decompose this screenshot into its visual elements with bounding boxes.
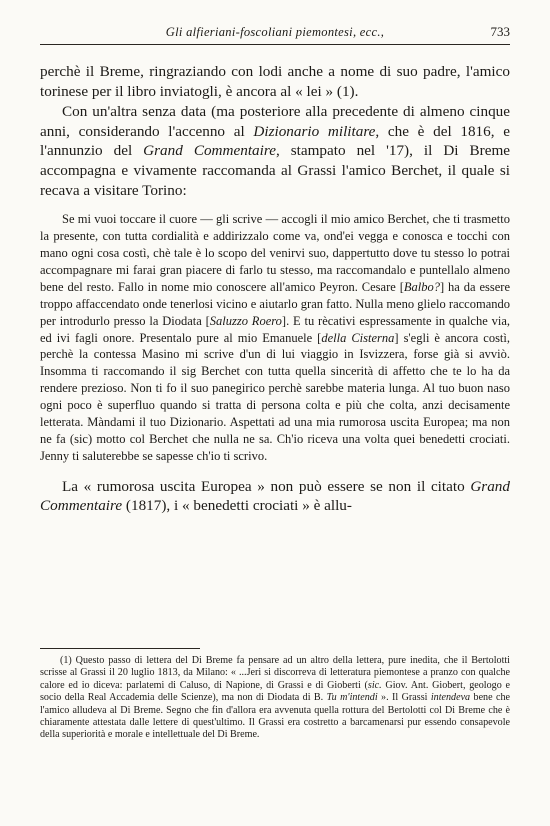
quote-text-3: ]. E tu rècativi espressamente in qualche via, ed ivi fagli onore. Presentalo pure al mio Emanuele [ <box>40 313 510 345</box>
footnote-italic-2: Tu m'intendi <box>326 692 378 704</box>
footnote-text-4: bene che l'amico alludeva al Di Breme. Segno che fin d'allora era avvenuta quella rottura del Bertolotti col Di Breme che è chiaramente attestata dalle lettere di quest'ultimo. Il Grassi era costretto a barcamenarsi pur essendo consapevole della superiorità e morale e intellettuale del Di Breme. <box>40 692 511 741</box>
running-title: Gli alfieriani-foscoliani piemontesi, ecc., <box>165 25 385 39</box>
footnote <box>40 655 510 742</box>
paragraph-2 <box>40 102 510 200</box>
paragraph-3 <box>40 477 510 516</box>
footnote-text-2: Giov. Ant. Giobert, geologo e socio della Real Accademia delle Scienze), ma non di Diodata di B. <box>40 679 510 704</box>
running-header <box>40 22 510 45</box>
paragraph-3-text-2: (1817), i « benedetti crociati » è allu- <box>122 497 352 515</box>
footnote-italic-1: sic. <box>367 679 382 691</box>
paragraph-1: perchè il Breme, ringraziando con lodi anche a nome di suo padre, l'amico torinese per il libro inviatogli, è ancora al « lei » (1). <box>40 63 510 100</box>
quote-italic-1: Balbo? <box>403 279 440 294</box>
paragraph-2-italic-2: Grand Commentaire <box>143 142 276 160</box>
quote-italic-3: della Cisterna <box>321 330 395 345</box>
page-number: 733 <box>490 24 510 39</box>
quote-text-1: Se mi vuoi toccare il cuore — gli scrive — accogli il mio amico Berchet, che ti trasmetto la presente, con tutta cordialità e addirizzalo come va, ond'ei vegga e conosca e tocchi con mano ogni cosa costì, chè tale è lo scopo del venirvi suo, dappertutto dove tu stesso lo potrai accompagnare mi farai gran piacere di farlo tu stesso, ma raccomandalo e puntellalo almeno bene del resto. Fallo in nome mio conoscere all'amico Peyron. Cesare [ <box>40 212 510 294</box>
paragraph-3-italic-1: Grand Commentaire <box>40 477 510 515</box>
paragraph-2-text-2: , che è del 1816, e l'annunzio del <box>40 122 510 160</box>
quote-italic-2: Saluzzo Roero <box>209 313 282 328</box>
paragraph-3-text-1: La « rumorosa uscita Europea » non può essere se non il citato <box>62 477 471 495</box>
footnote-rule <box>40 648 200 649</box>
paragraph-2-text-1: Con un'altra senza data (ma posteriore alla precedente di almeno cinque anni, considerando l'accenno al <box>40 103 510 140</box>
paragraph-2-italic-1: Dizionario militare <box>253 122 376 140</box>
footnote-text-1: (1) Questo passo di lettera del Di Breme fa pensare ad un altro della lettera, pure inedita, che il Bertolotti scrisse al Grassi il 20 luglio 1813, da Milano: « ...Jeri si discorreva di letteratura piemontese a pranzo con qualche calore ed io diceva: parlatemi di Caluso, di Napione, di Grassi e di Gioberti ( <box>40 655 510 691</box>
quote-text-4: ] s'egli è ancora costì, perchè la contessa Masino mi scrive d'un di lui viaggio in Isvizzera, forse già si avviò. Insomma ti raccomando il sig Berchet con tutta quella sincerità di affetto che te lo ha da rendere prezioso. Non ti fo il suo panegirico perchè sarebbe materia lunga. Al tuo buon naso ogni poco è superfluo quando si tratta di persona colta e più che colta, anzi decisamente letterata. Màndami il tuo Dizionario. Aspettati ad una mia rumorosa uscita Europea; ma non ne fa (sic) motto col Berchet che nulla ne sa. Ch'io riceva una volta quei benedetti crociati. Jenny ti saluterebbe se sapesse ch'io ti scrivo. <box>40 330 511 463</box>
paragraph-2-text-3: , stampato nel '17), il Di Breme accompagna e vivamente raccomanda al Grassi l'amico Berchet, il quale si recava a visitare Torino: <box>40 142 510 199</box>
main-text <box>40 62 510 516</box>
letter-quote <box>40 211 510 465</box>
footnote-italic-3: intendeva <box>430 692 471 704</box>
footnote-text-3: ». Il Grassi <box>377 692 431 704</box>
quote-text-2: ] ha da essere troppo affaccendato onde tenerlosi vicino e aiutarlo gran fatto. Nulla meno glielo raccomando per introdurlo presso la Diodata [ <box>40 279 510 328</box>
